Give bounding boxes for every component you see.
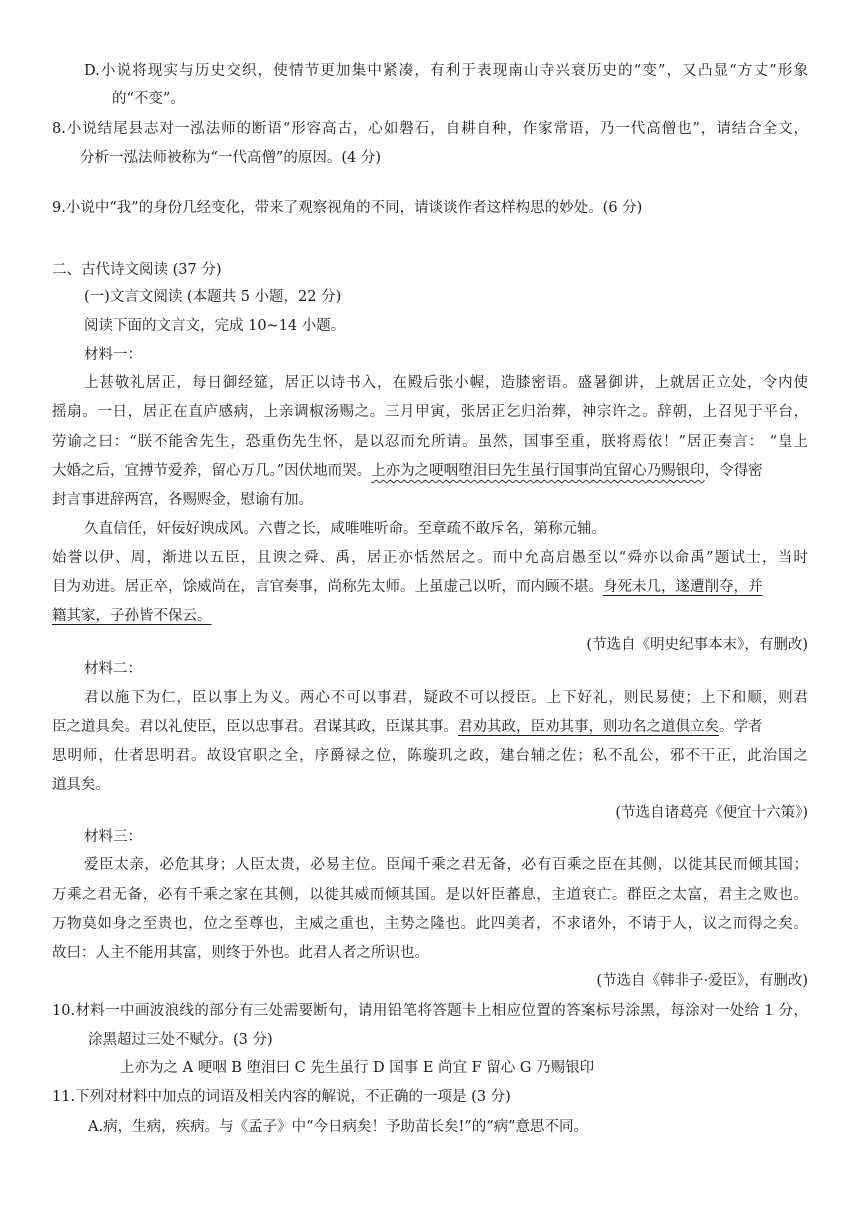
- q9-text: 9.小说中“我”的身份几经变化，带来了观察视角的不同，请谈谈作者这样构思的妙处。(6 分): [52, 200, 643, 216]
- material3-label: 材料三：: [84, 829, 142, 845]
- section-title: 二、古代诗文阅读 (37 分): [52, 262, 222, 278]
- material1-p1-line1: 上甚敬礼居正，每日御经筵，居正以诗书入，在殿后张小幄，造膝密语。盛暑御讲，上就居正立处，令内使: [84, 375, 808, 391]
- material1-p1-line4-start: 大婚之后，宜搏节爱养，留心万几。”因伏地而哭。: [52, 463, 372, 479]
- material2-line3: 思明师，仕者思明君。故设官职之全，序爵禄之位，陈璇玑之政，建台辅之佐；私不乱公，邪不干正，此治国之: [52, 748, 808, 764]
- material1-p1-line3: 劳谕之曰：“朕不能舍先生，恐重伤先生怀，是以忍而允所请。虽然，国事至重，朕将焉依！”居正奏言： “皇上: [52, 434, 808, 450]
- q11-stem: 11.下列对材料中加点的词语及相关内容的解说，不正确的一项是 (3 分): [52, 1089, 511, 1105]
- material2-label: 材料二：: [84, 661, 142, 677]
- wavy-underlined-passage: 上亦为之哽咽堕泪曰先生虽行国事尚宜留心乃赐银印: [371, 463, 705, 479]
- material1-source: (节选自《明史纪事本末》，有删改): [586, 637, 808, 653]
- material1-p1-line4: [52, 461, 808, 481]
- material2-line1: 君以施下为仁，臣以事上为义。两心不可以事君，疑政不可以授臣。上下好礼，则民易使；上下和顺，则君: [84, 690, 808, 706]
- material2-line4: 道具矣。: [52, 777, 110, 793]
- material2-line2-end: 。学者: [719, 719, 763, 735]
- q8-line1: 8.小说结尾县志对一泓法师的断语“形容高古，心如磐石，自耕自种，作家常语，乃一代高僧也”，请结合全文，: [52, 121, 808, 137]
- material2-line2: [52, 717, 808, 737]
- underlined-sentence-part1: 身死未几，遂遭削夺，并: [603, 579, 763, 595]
- reading-instruction: 阅读下面的文言文，完成 10~14 小题。: [84, 318, 346, 334]
- material3-source: (节选自《韩非子·爱臣》，有删改): [596, 973, 808, 989]
- q10-options: 上亦为之 A 哽咽 B 堕泪曰 C 先生虽行 D 国事 E 尚宜 F 留心 G 乃赐银印: [120, 1060, 595, 1076]
- material1-p1-line4-end: ，令得密: [704, 463, 763, 479]
- material3-line2: 万乘之君无备，必有千乘之家在其侧，以徙其威而倾其国。是以奸臣蕃息，主道衰亡。群臣之太富，君主之败也。: [52, 887, 808, 903]
- material1-p3-line3: [52, 606, 212, 626]
- underlined-sentence-part2: 籍其家，子孙皆不保云。: [52, 608, 212, 624]
- material2-source: (节选自诸葛亮《便宜十六策》): [615, 805, 808, 821]
- material2-line2-start: 臣之道具矣。君以礼使臣，臣以忠事君。君谋其政，臣谋其事。: [52, 719, 458, 735]
- section-subtitle: (一)文言文阅读 (本题共 5 小题，22 分): [84, 289, 342, 305]
- material1-p1-line5: 封言事进辞两宫，各赐赆金，慰谕有加。: [52, 492, 313, 508]
- q7-option-d-line2: 的“不变”。: [112, 91, 185, 107]
- material3-line4: 故曰：人主不能用其富，则终于外也。此君人者之所识也。: [52, 945, 429, 961]
- material1-p1-line2: 摇扇。一日，居正在直庐感病，上亲调椒汤赐之。三月甲寅，张居正乞归治葬，神宗许之。辞朝，上召见于平台，: [52, 404, 808, 420]
- q10-line1: 10.材料一中画波浪线的部分有三处需要断句，请用铅笔将答题卡上相应位置的答案标号涂黑，每涂对一处给 1 分，: [52, 1003, 808, 1019]
- material1-p3-line1: 始誉以伊、周，渐进以五臣，且谀之舜、禹，居正亦恬然居之。而中允高启愚至以“舜亦以命禹”题试士，当时: [52, 550, 808, 566]
- material1-label: 材料一：: [84, 347, 142, 363]
- material1-p2: 久直信任，奸佞好谀成风。六曹之长，咸唯唯听命。至章疏不敢斥名，第称元辅。: [84, 521, 606, 537]
- material1-p3-line2: [52, 577, 808, 597]
- q7-option-d-line1: D.小说将现实与历史交织，使情节更加集中紧凑，有利于表现南山寺兴衰历史的“变”，又凸显“方丈”形象: [84, 63, 808, 79]
- material1-p3-line2-start: 目为劝进。居正卒，馀威尚在，言官奏事，尚称先太师。上虽虚己以听，而内顾不堪。: [52, 579, 603, 595]
- q8-line2: 分析一泓法师被称为“一代高僧”的原因。(4 分): [80, 150, 381, 166]
- material3-line3: 万物莫如身之至贵也，位之至尊也，主威之重也，主势之隆也。此四美者，不求诸外，不请于人，议之而得之矣。: [52, 916, 808, 932]
- material3-line1: 爱臣太亲，必危其身；人臣太贵，必易主位。臣闻千乘之君无备，必有百乘之臣在其侧，以徙其民而倾其国；: [84, 857, 808, 873]
- q10-line2: 涂黑超过三处不赋分。(3 分): [88, 1032, 273, 1048]
- q11-option-a: A.病，生病，疾病。与《孟子》中“今日病矣！予助苗长矣!”的“病”意思不同。: [88, 1119, 589, 1135]
- underlined-sentence-material2: 君劝其政，臣劝其事，则功名之道俱立矣: [458, 719, 719, 735]
